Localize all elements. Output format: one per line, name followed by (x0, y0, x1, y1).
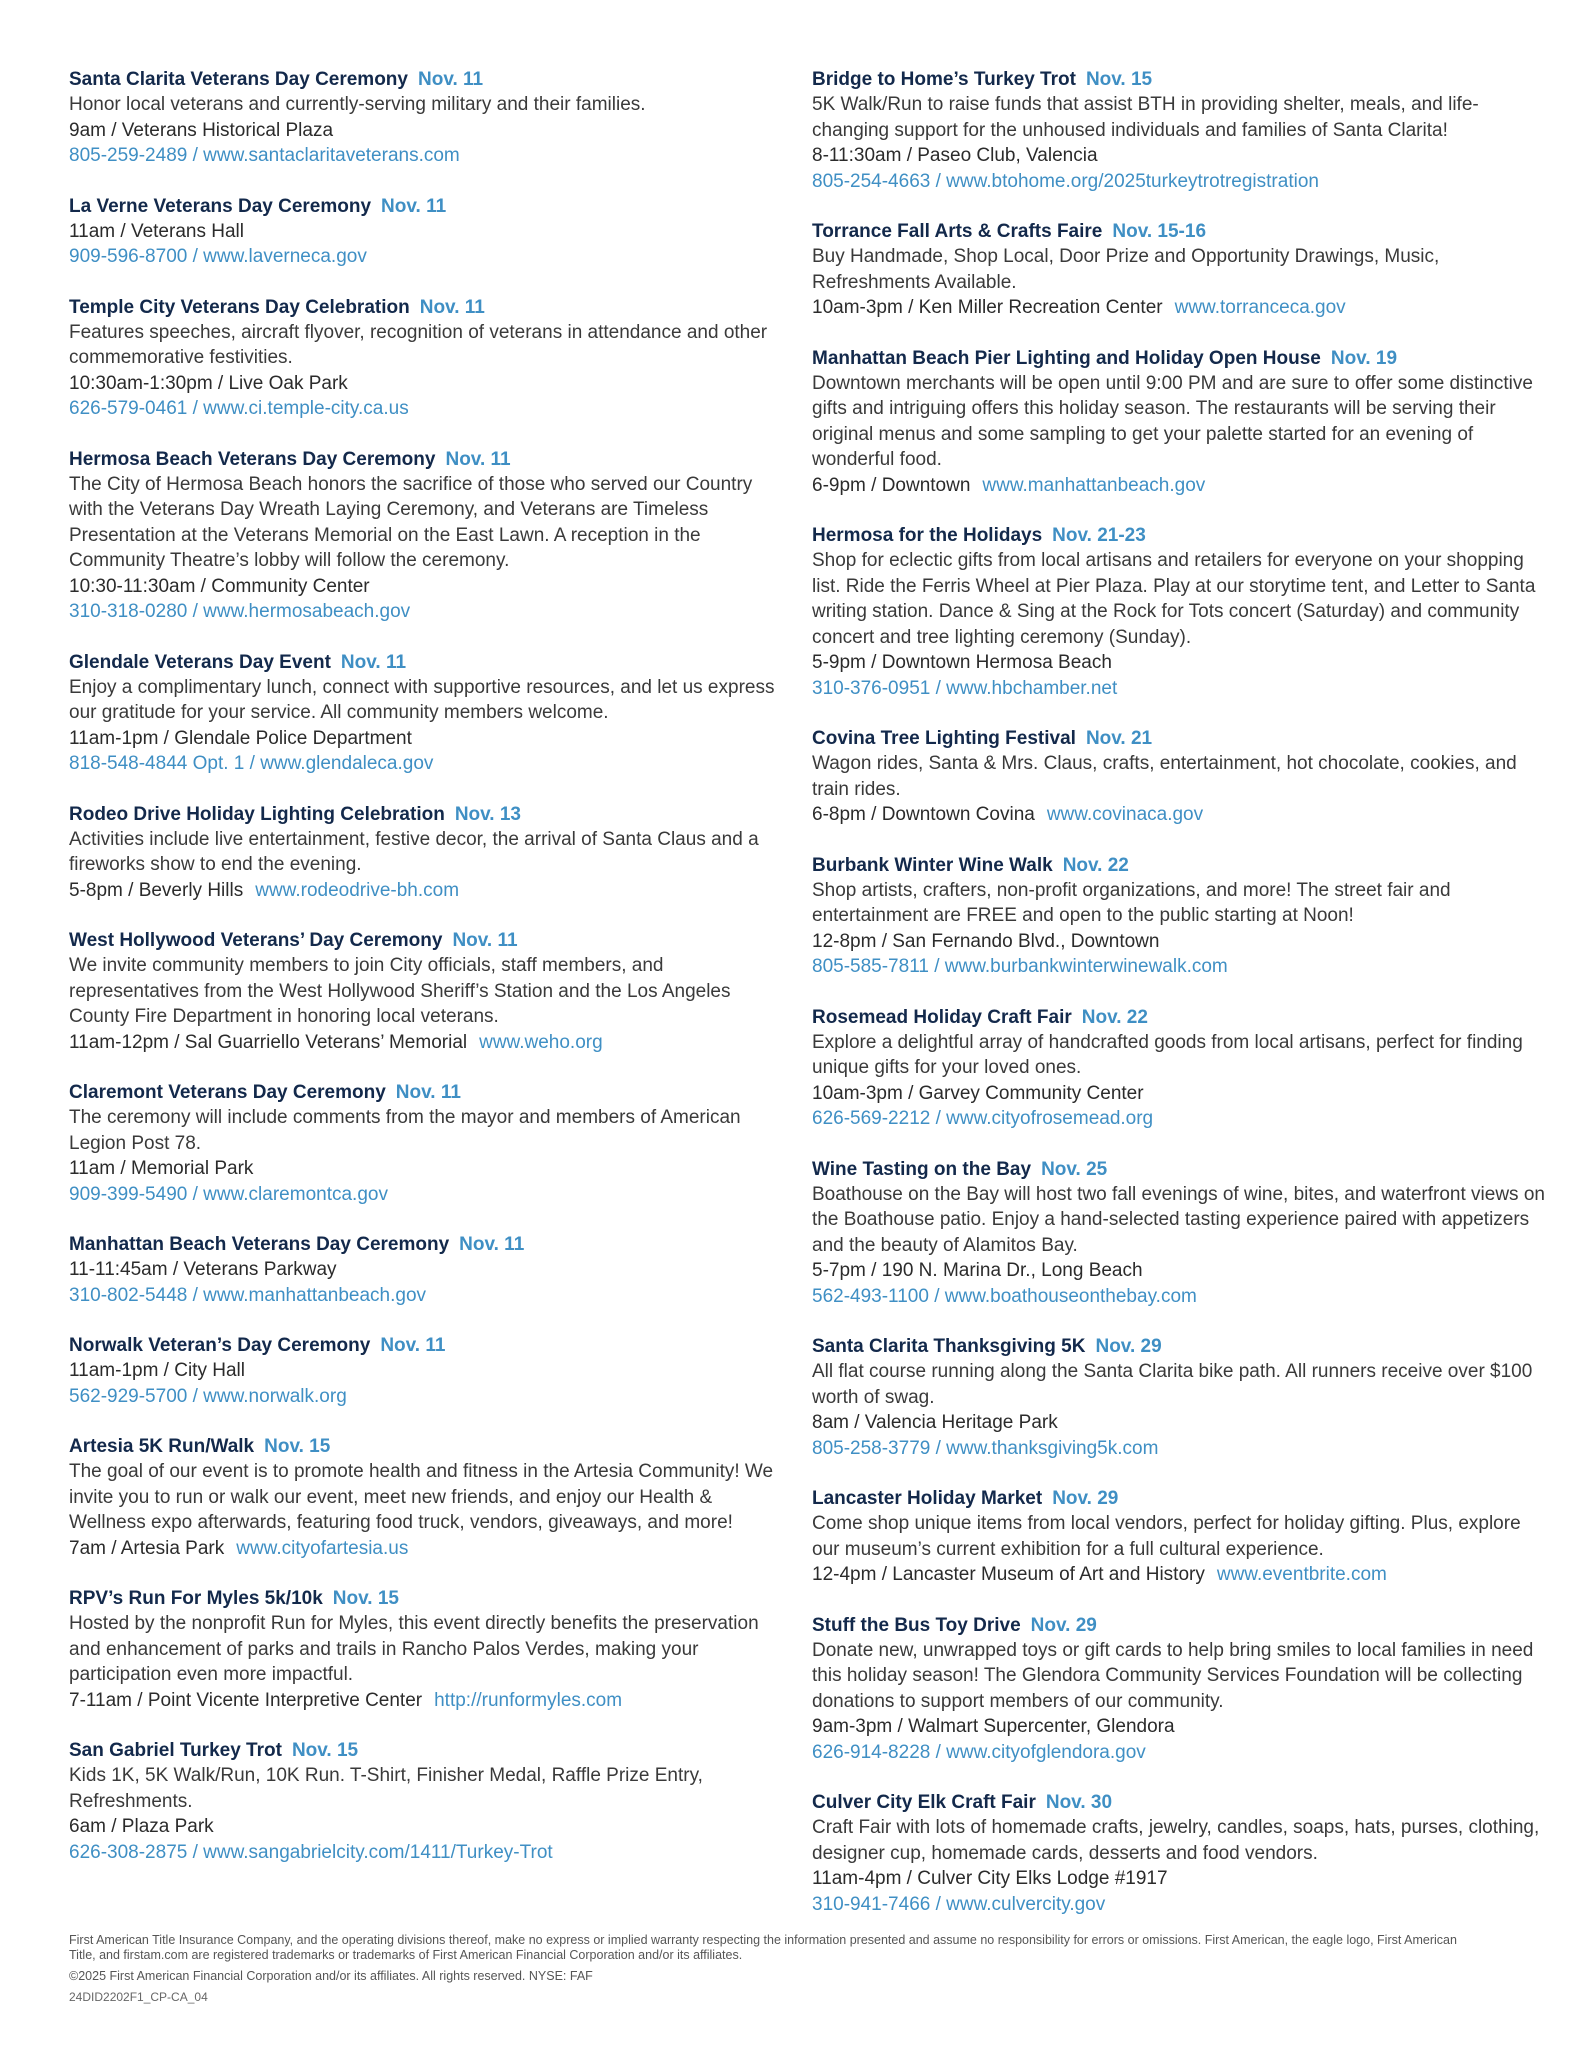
event-description: Come shop unique items from local vendors, perfect for holiday gifting. Plus, explore our museum’s current exhibition for a full cultural experience. (812, 1513, 1521, 1560)
event-date: Nov. 11 (381, 195, 447, 217)
event-title: Wine Tasting on the Bay (812, 1158, 1032, 1180)
event-heading (812, 1005, 1547, 1030)
event-contact-link[interactable]: 626-569-2212 / www.cityofrosemead.org (812, 1108, 1154, 1129)
event-heading (812, 219, 1547, 244)
event-time-location (812, 1081, 1547, 1107)
event-description: Boathouse on the Bay will host two fall evenings of wine, bites, and waterfront views on the Boathouse patio. Enjoy a hand-selected tasting experience paired with appetizers and the beauty of Alamitos Bay. (812, 1183, 1545, 1256)
right-event-column (812, 67, 1547, 1942)
event-description: We invite community members to join City officials, staff members, and representatives from the West Hollywood Sheriff’s Station and the Los Angeles County Fire Department in honoring local veterans. (69, 955, 731, 1027)
event-description: Donate new, unwrapped toys or gift cards to help bring smiles to local families in need this holiday season! The Glendora Community Services Foundation will be collecting donations to support members of our community. (812, 1639, 1534, 1712)
event-title: Glendale Veterans Day Event (69, 651, 331, 673)
event-contact-link[interactable]: 626-914-8228 / www.cityofglendora.gov (812, 1741, 1146, 1763)
event-website-link[interactable]: www.rodeodrive-bh.com (255, 879, 460, 901)
event-time-location-text: 11am / Veterans Hall (69, 220, 244, 242)
event-item (812, 726, 1547, 828)
event-contact-link[interactable]: 818-548-4844 Opt. 1 / www.glendaleca.gov (69, 753, 434, 774)
event-time-location-text: 10:30-11:30am / Community Center (69, 575, 370, 597)
event-date: Nov. 19 (1330, 347, 1398, 369)
event-title: Burbank Winter Wine Walk (812, 854, 1053, 876)
event-time-location-text: 11-11:45am / Veterans Parkway (69, 1259, 337, 1280)
event-heading (812, 67, 1547, 92)
event-website-link[interactable]: www.manhattanbeach.gov (982, 474, 1206, 496)
event-time-location (69, 219, 789, 245)
event-time-location (812, 929, 1547, 955)
event-item (69, 1232, 789, 1308)
event-title: Covina Tree Lighting Festival (812, 728, 1076, 749)
event-contact-link[interactable]: 805-585-7811 / www.burbankwinterwinewalk.com (812, 956, 1228, 977)
event-time-location (69, 574, 789, 600)
event-time-location-text: 7am / Artesia Park (69, 1537, 225, 1559)
event-time-location (812, 1410, 1547, 1436)
event-item (69, 194, 789, 270)
event-title: West Hollywood Veterans’ Day Ceremony (69, 930, 443, 951)
event-title: Artesia 5K Run/Walk (69, 1436, 255, 1457)
event-contact-link[interactable]: 909-399-5490 / www.claremontca.gov (69, 1183, 388, 1205)
event-item (812, 1005, 1547, 1132)
event-time-location-text: 11am-1pm / City Hall (69, 1360, 245, 1381)
event-title: Rodeo Drive Holiday Lighting Celebration (69, 803, 445, 825)
event-time-location-text: 12-4pm / Lancaster Museum of Art and History (812, 1564, 1205, 1585)
event-title: Hermosa for the Holidays (812, 525, 1043, 546)
event-time-location-text: 9am / Veterans Historical Plaza (69, 119, 334, 141)
event-time-location-text: 11am-4pm / Culver City Elks Lodge #1917 (812, 1868, 1168, 1889)
event-time-location (812, 650, 1547, 676)
event-date: Nov. 21-23 (1052, 525, 1146, 546)
left-event-column (69, 67, 789, 1890)
event-description: Shop for eclectic gifts from local artisans and retailers for everyone on your shopping list. Ride the Ferris Wheel at Pier Plaza. Play at our storytime tent, and Letter to Santa writing station. Dance & Sing at the Rock for Tots concert (Saturday) and community concert and tree lighting ceremony (Sunday). (812, 550, 1536, 648)
event-item (812, 1613, 1547, 1766)
event-description: Buy Handmade, Shop Local, Door Prize and Opportunity Drawings, Music, Refreshments Available. (812, 246, 1440, 293)
event-time-location-text: 7-11am / Point Vicente Interpretive Center (69, 1689, 423, 1711)
event-date: Nov. 11 (419, 296, 485, 318)
event-time-location-text: 10am-3pm / Ken Miller Recreation Center (812, 297, 1163, 318)
event-item (69, 447, 789, 625)
event-item (69, 1738, 789, 1865)
event-date: Nov. 11 (340, 651, 407, 673)
event-date: Nov. 11 (452, 930, 518, 951)
event-title: Manhattan Beach Pier Lighting and Holiday Open House (812, 347, 1321, 369)
event-description: Activities include live entertainment, festive decor, the arrival of Santa Claus and a fireworks show to end the evening. (69, 828, 759, 875)
event-time-location (69, 878, 789, 904)
event-heading (69, 1232, 789, 1257)
event-contact-link[interactable]: 310-941-7466 / www.culvercity.gov (812, 1893, 1106, 1915)
event-time-location (69, 1358, 789, 1384)
event-heading (812, 1157, 1547, 1182)
event-contact-link[interactable]: 909-596-8700 / www.laverneca.gov (69, 246, 367, 267)
event-heading (812, 523, 1547, 548)
event-item (69, 802, 789, 904)
event-website-link[interactable]: www.cityofartesia.us (236, 1537, 409, 1559)
event-time-location-text: 10am-3pm / Garvey Community Center (812, 1082, 1144, 1104)
event-time-location (69, 371, 789, 397)
event-time-location-text: 8-11:30am / Paseo Club, Valencia (812, 145, 1098, 166)
event-title: Temple City Veterans Day Celebration (69, 296, 410, 318)
event-description: Features speeches, aircraft flyover, recognition of veterans in attendance and other commemorative festivities. (69, 321, 768, 368)
event-item (812, 67, 1547, 194)
event-time-location-text: 11am-12pm / Sal Guarriello Veterans’ Memorial (69, 1031, 468, 1053)
event-heading (812, 1334, 1547, 1359)
event-time-location-text: 11am / Memorial Park (69, 1158, 254, 1179)
event-heading (69, 67, 789, 92)
event-title: Lancaster Holiday Market (812, 1488, 1043, 1509)
event-item (69, 1586, 789, 1713)
event-date: Nov. 29 (1030, 1614, 1097, 1636)
event-heading (69, 1333, 789, 1358)
event-item (812, 1334, 1547, 1461)
event-heading (69, 194, 789, 219)
event-heading (812, 1613, 1547, 1638)
event-title: San Gabriel Turkey Trot (69, 1740, 282, 1761)
event-time-location-text: 6-8pm / Downtown Covina (812, 804, 1035, 825)
event-date: Nov. 15 (1085, 69, 1153, 90)
event-time-location (69, 1536, 789, 1562)
event-contact-link[interactable]: 626-579-0461 / www.ci.temple-city.ca.us (69, 398, 409, 419)
event-contact-link[interactable]: 310-802-5448 / www.manhattanbeach.gov (69, 1284, 427, 1306)
event-website-link[interactable]: www.covinaca.gov (1046, 804, 1204, 825)
event-date: Nov. 22 (1081, 1006, 1148, 1028)
event-title: Manhattan Beach Veterans Day Ceremony (69, 1234, 450, 1255)
event-item (69, 295, 789, 422)
footer-disclaimer: First American Title Insurance Company, and the operating divisions thereof, make no express or implied warranty respecting the information presented and assume no responsibility for errors or omissions. First American, the eagle logo, First American Title, and firstam.com are registered trademarks or trademarks of First American Financial Corporation and/or its affiliates. (69, 1933, 1457, 1962)
event-heading (69, 1738, 789, 1763)
footer (69, 1933, 1469, 2005)
event-time-location-text: 9am-3pm / Walmart Supercenter, Glendora (812, 1716, 1175, 1737)
event-item (69, 1333, 789, 1409)
event-title: Torrance Fall Arts & Crafts Faire (812, 221, 1103, 242)
event-website-link[interactable]: www.eventbrite.com (1216, 1564, 1387, 1585)
event-description: Explore a delightful array of handcrafted goods from local artisans, perfect for finding unique gifts for your loved ones. (812, 1031, 1523, 1078)
event-title: Rosemead Holiday Craft Fair (812, 1006, 1072, 1028)
event-time-location-text: 5-8pm / Beverly Hills (69, 879, 244, 901)
event-date: Nov. 11 (459, 1234, 525, 1255)
event-item (69, 1434, 789, 1561)
event-time-location (812, 802, 1547, 828)
event-heading (812, 346, 1547, 371)
event-time-location (69, 726, 789, 752)
event-time-location (812, 473, 1547, 499)
event-date: Nov. 15 (264, 1436, 331, 1457)
event-item (812, 1790, 1547, 1917)
event-contact-link[interactable]: 562-929-5700 / www.norwalk.org (69, 1385, 347, 1407)
event-date: Nov. 29 (1052, 1488, 1119, 1509)
event-time-location-text: 11am-1pm / Glendale Police Department (69, 727, 412, 749)
event-description: Shop artists, crafters, non-profit organizations, and more! The street fair and entertainment are FREE and open to the public starting at Noon! (812, 879, 1451, 926)
event-date: Nov. 11 (395, 1082, 461, 1103)
event-title: Claremont Veterans Day Ceremony (69, 1082, 386, 1103)
event-item (69, 1080, 789, 1207)
event-title: Norwalk Veteran’s Day Ceremony (69, 1335, 371, 1356)
event-description: The goal of our event is to promote health and fitness in the Artesia Community! We invite you to run or walk our event, meet new friends, and enjoy our Health & Wellness expo afterwards, featuring food truck, vendors, giveaways, and more! (69, 1461, 774, 1533)
event-item (69, 928, 789, 1055)
footer-document-code: 24DID2202F1_CP-CA_04 (69, 1990, 208, 2004)
event-item (69, 67, 789, 169)
event-description: The ceremony will include comments from the mayor and members of American Legion Post 78. (69, 1107, 741, 1154)
event-date: Nov. 15 (291, 1740, 359, 1761)
event-time-location (69, 1814, 789, 1840)
event-contact-link[interactable]: 626-308-2875 / www.sangabrielcity.com/1411/Turkey-Trot (69, 1841, 553, 1863)
event-item (69, 650, 789, 777)
event-time-location (69, 1030, 789, 1056)
event-date: Nov. 15 (332, 1588, 399, 1609)
event-heading (812, 1486, 1547, 1511)
event-title: Santa Clarita Thanksgiving 5K (812, 1336, 1086, 1357)
event-time-location (812, 1714, 1547, 1740)
event-heading (69, 802, 789, 827)
event-date: Nov. 13 (454, 803, 521, 825)
event-time-location-text: 8am / Valencia Heritage Park (812, 1412, 1058, 1433)
event-time-location (69, 118, 789, 144)
event-date: Nov. 11 (418, 69, 484, 90)
event-time-location (812, 295, 1547, 321)
event-contact-link[interactable]: 310-318-0280 / www.hermosabeach.gov (69, 601, 411, 622)
event-title: RPV’s Run For Myles 5k/10k (69, 1588, 323, 1609)
event-time-location-text: 12-8pm / San Fernando Blvd., Downtown (812, 930, 1160, 952)
event-heading (812, 726, 1547, 751)
event-item (812, 219, 1547, 321)
event-time-location (812, 1562, 1547, 1588)
event-description: Hosted by the nonprofit Run for Myles, this event directly benefits the preservation and enhancement of parks and trails in Rancho Palos Verdes, making your participation even more impactful. (69, 1613, 759, 1685)
event-description: The City of Hermosa Beach honors the sacrifice of those who served our Country with the Veterans Day Wreath Laying Ceremony, and Veterans are Timeless Presentation at the Veterans Memorial on the East Lawn. A reception in the Community Theatre’s lobby will follow the ceremony. (69, 473, 753, 571)
event-description: Kids 1K, 5K Walk/Run, 10K Run. T-Shirt, Finisher Medal, Raffle Prize Entry, Refreshments. (69, 1765, 703, 1812)
event-item (812, 523, 1547, 701)
event-description: Craft Fair with lots of homemade crafts, jewelry, candles, soaps, hats, purses, clothing, designer cup, homemade cards, desserts and food vendors. (812, 1817, 1540, 1864)
event-contact-link[interactable]: 805-259-2489 / www.santaclaritaveterans.com (69, 145, 460, 166)
event-date: Nov. 25 (1041, 1158, 1108, 1180)
event-contact-link[interactable]: 805-258-3779 / www.thanksgiving5k.com (812, 1437, 1159, 1459)
event-time-location (812, 1866, 1547, 1892)
event-date: Nov. 21 (1085, 728, 1153, 749)
event-heading (69, 650, 789, 675)
event-time-location (69, 1156, 789, 1182)
event-time-location-text: 10:30am-1:30pm / Live Oak Park (69, 372, 348, 394)
event-time-location (69, 1688, 789, 1714)
event-time-location-text: 5-7pm / 190 N. Marina Dr., Long Beach (812, 1260, 1143, 1281)
event-description: All flat course running along the Santa Clarita bike path. All runners receive over $100 worth of swag. (812, 1361, 1533, 1408)
event-date: Nov. 22 (1062, 854, 1129, 876)
event-contact-link[interactable]: 805-254-4663 / www.btohome.org/2025turkeytrotregistration (812, 170, 1319, 192)
event-date: Nov. 11 (445, 448, 511, 470)
event-description: Honor local veterans and currently-serving military and their families. (69, 94, 646, 115)
event-heading (69, 1080, 789, 1105)
event-contact-link[interactable]: 562-493-1100 / www.boathouseonthebay.com (812, 1285, 1197, 1307)
event-heading (812, 853, 1547, 878)
event-contact-link[interactable]: 310-376-0951 / www.hbchamber.net (812, 677, 1118, 699)
event-date: Nov. 29 (1095, 1336, 1162, 1357)
event-title: Santa Clarita Veterans Day Ceremony (69, 69, 408, 90)
event-heading (812, 1790, 1547, 1815)
event-description: 5K Walk/Run to raise funds that assist BTH in providing shelter, meals, and life-changing support for the unhoused individuals and families of Santa Clarita! (812, 94, 1479, 141)
event-item (812, 1157, 1547, 1310)
event-description: Downtown merchants will be open until 9:00 PM and are sure to offer some distinctive gifts and intriguing offers this holiday season. The restaurants will be serving their original menus and some sampling to get your palette started for an evening of wonderful food. (812, 372, 1533, 470)
event-website-link[interactable]: http://runformyles.com (434, 1689, 623, 1711)
event-date: Nov. 15-16 (1112, 221, 1207, 242)
event-item (812, 346, 1547, 499)
event-date: Nov. 11 (380, 1335, 446, 1356)
event-time-location (69, 1257, 789, 1283)
event-description: Enjoy a complimentary lunch, connect with supportive resources, and let us express our gratitude for your service. All community members welcome. (69, 676, 775, 723)
event-title: Stuff the Bus Toy Drive (812, 1614, 1021, 1636)
event-item (812, 853, 1547, 980)
event-title: Bridge to Home’s Turkey Trot (812, 69, 1076, 90)
event-heading (69, 447, 789, 472)
event-time-location-text: 5-9pm / Downtown Hermosa Beach (812, 652, 1112, 673)
event-time-location-text: 6-9pm / Downtown (812, 474, 971, 496)
event-heading (69, 928, 789, 953)
event-title: Culver City Elk Craft Fair (812, 1792, 1036, 1813)
event-description: Wagon rides, Santa & Mrs. Claus, crafts, entertainment, hot chocolate, cookies, and train rides. (812, 753, 1517, 800)
event-heading (69, 295, 789, 320)
event-title: Hermosa Beach Veterans Day Ceremony (69, 448, 436, 470)
event-time-location-text: 6am / Plaza Park (69, 1816, 214, 1837)
event-time-location (812, 143, 1547, 169)
event-heading (69, 1434, 789, 1459)
event-title: La Verne Veterans Day Ceremony (69, 195, 372, 217)
event-website-link[interactable]: www.torranceca.gov (1174, 297, 1346, 318)
event-time-location (812, 1258, 1547, 1284)
event-heading (69, 1586, 789, 1611)
event-item (812, 1486, 1547, 1588)
event-website-link[interactable]: www.weho.org (479, 1031, 603, 1053)
footer-copyright: ©2025 First American Financial Corporation and/or its affiliates. All rights reserved. NYSE: FAF (69, 1969, 593, 1983)
event-date: Nov. 30 (1045, 1792, 1113, 1813)
